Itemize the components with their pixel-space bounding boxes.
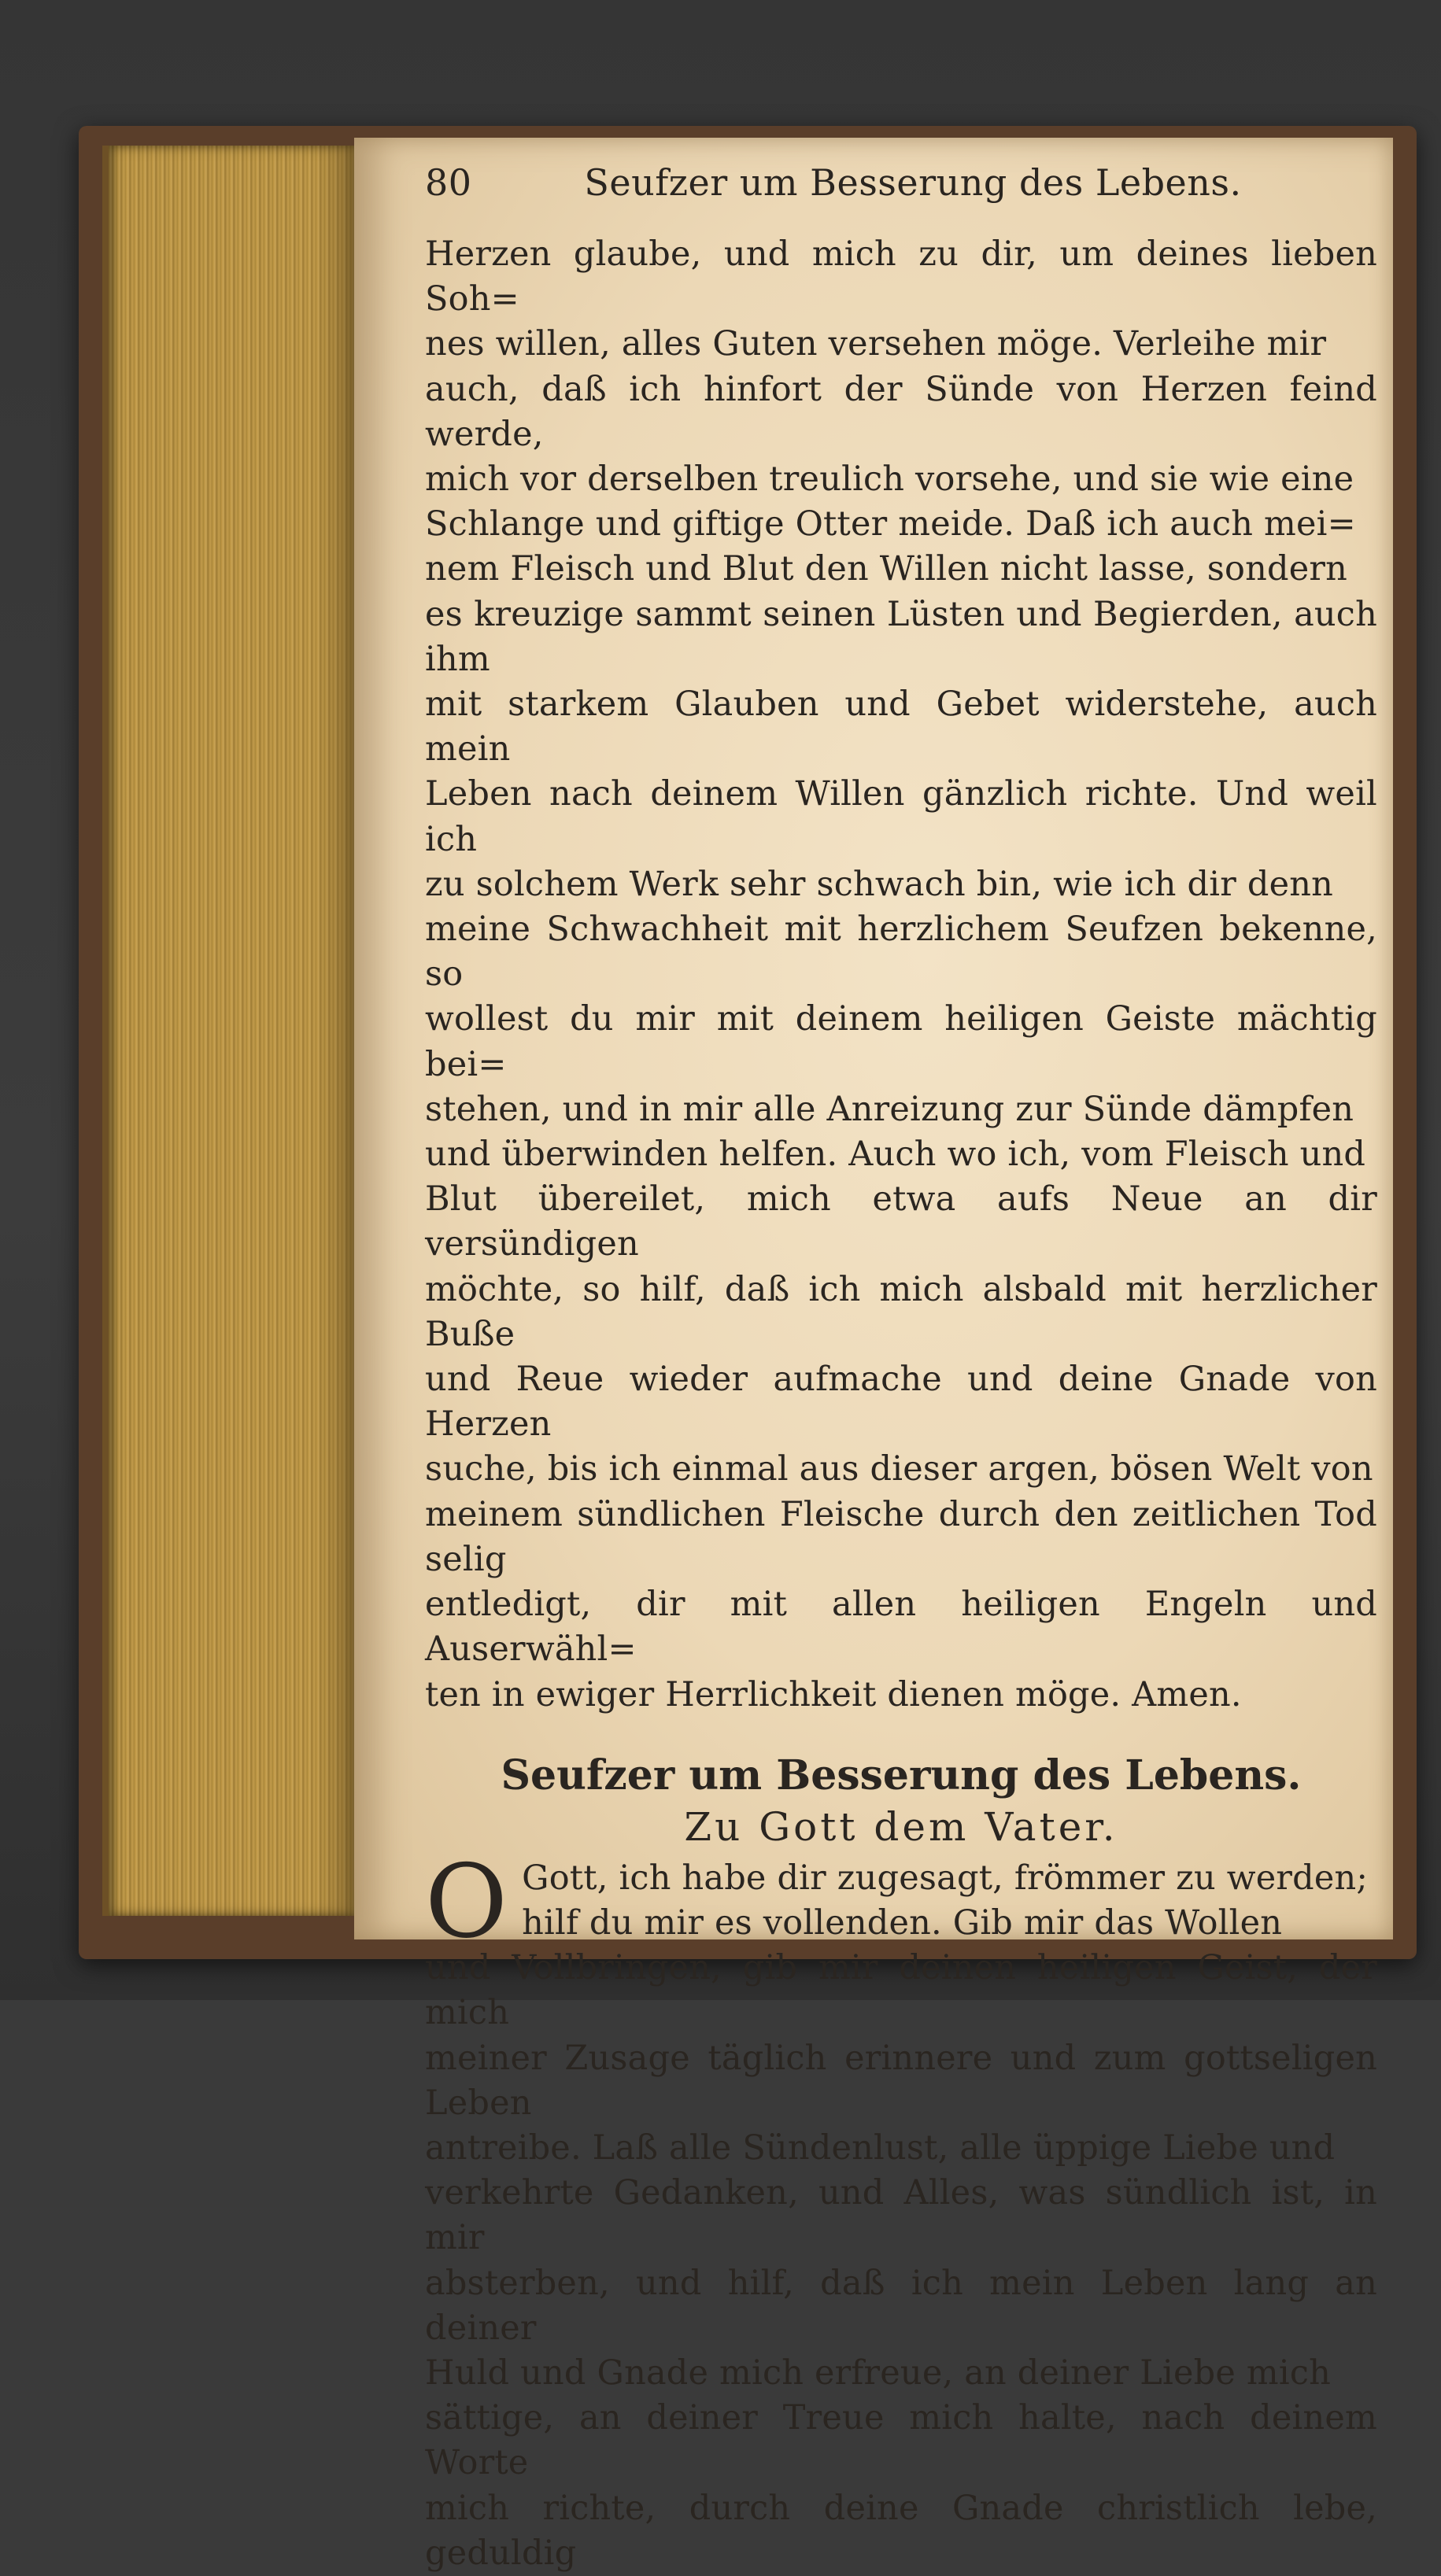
section-heading: Seufzer um Besserung des Lebens.	[501, 1751, 1302, 1799]
text-line: und Vollbringen, gib mir deinen heiligen Geist, der mich	[425, 1948, 1377, 2033]
text-line: nem Fleisch und Blut den Willen nicht lasse, sondern	[425, 549, 1348, 589]
text-line: wollest du mir mit deinem heiligen Geiste mächtig bei=	[425, 999, 1377, 1084]
text-line: mich vor derselben treulich vorsehe, und sie wie eine	[425, 459, 1354, 500]
text-line: Herzen glaube, und mich zu dir, um deines lieben Soh=	[425, 234, 1377, 319]
page-number: 80	[425, 161, 472, 204]
text-line: mit starkem Glauben und Gebet widerstehe, auch mein	[425, 685, 1377, 769]
text-line: Leben nach deinem Willen gänzlich richte. Und weil ich	[425, 774, 1377, 859]
text-line: möchte, so hilf, daß ich mich alsbald mit herzlicher Buße	[425, 1269, 1377, 1354]
text-line: absterben, und hilf, daß ich mein Leben lang an deiner	[425, 2263, 1377, 2348]
running-head-title: Seufzer um Besserung des Lebens.	[584, 161, 1242, 204]
text-line: und überwinden helfen. Auch wo ich, vom Fleisch und	[425, 1135, 1366, 1175]
continued-prayer-paragraph	[425, 232, 1377, 1718]
page-text-block	[425, 161, 1377, 2576]
text-line: Gott, ich habe dir zugesagt, frömmer zu werden;	[522, 1858, 1369, 1898]
text-line: auch, daß ich hinfort der Sünde von Herzen feind werde,	[425, 369, 1377, 454]
drop-cap-letter: O	[425, 1843, 508, 1961]
text-line: antreibe. Laß alle Sündenlust, alle üppige Liebe und	[425, 2128, 1336, 2168]
text-line: hilf du mir es vollenden. Gib mir das Wollen	[522, 1902, 1283, 1943]
text-line: und Reue wieder aufmache und deine Gnade von Herzen	[425, 1360, 1377, 1445]
text-line: ten in ewiger Herrlichkeit dienen möge. Amen.	[425, 1674, 1242, 1714]
running-head	[425, 161, 1377, 232]
text-line: stehen, und in mir alle Anreizung zur Sünde dämpfen	[425, 1089, 1354, 1129]
text-line: suche, bis ich einmal aus dieser argen, bösen Welt von	[425, 1449, 1373, 1489]
text-line: meine Schwachheit mit herzlichem Seufzen bekenne, so	[425, 910, 1377, 995]
text-line: verkehrte Gedanken, und Alles, was sündlich ist, in mir	[425, 2173, 1377, 2258]
text-line: meinem sündlichen Fleische durch den zeitlichen Tod selig	[425, 1494, 1377, 1579]
text-line: Schlange und giftige Otter meide. Daß ich auch mei=	[425, 504, 1356, 544]
text-line: nes willen, alles Guten versehen möge. Verleihe mir	[425, 324, 1327, 364]
text-line: Huld und Gnade mich erfreue, an deiner Liebe mich	[425, 2353, 1332, 2393]
book-page	[354, 138, 1393, 2573]
text-line: entledigt, dir mit allen heiligen Engeln und Auserwähl=	[425, 1585, 1377, 1670]
text-line: mich richte, durch deine Gnade christlich lebe, geduldig	[425, 2488, 1377, 2573]
text-line: meiner Zusage täglich erinnere und zum gottseligen Leben	[425, 2038, 1377, 2123]
new-prayer-paragraph	[425, 1843, 1377, 2576]
section-subheading: Zu Gott dem Vater.	[684, 1803, 1118, 1850]
text-line: sättige, an deiner Treue mich halte, nach deinem Worte	[425, 2398, 1377, 2483]
text-line: es kreuzige sammt seinen Lüsten und Begierden, auch ihm	[425, 594, 1377, 679]
text-line: zu solchem Werk sehr schwach bin, wie ich dir denn	[425, 864, 1334, 904]
text-line: Blut übereilet, mich etwa aufs Neue an dir versündigen	[425, 1179, 1377, 1264]
